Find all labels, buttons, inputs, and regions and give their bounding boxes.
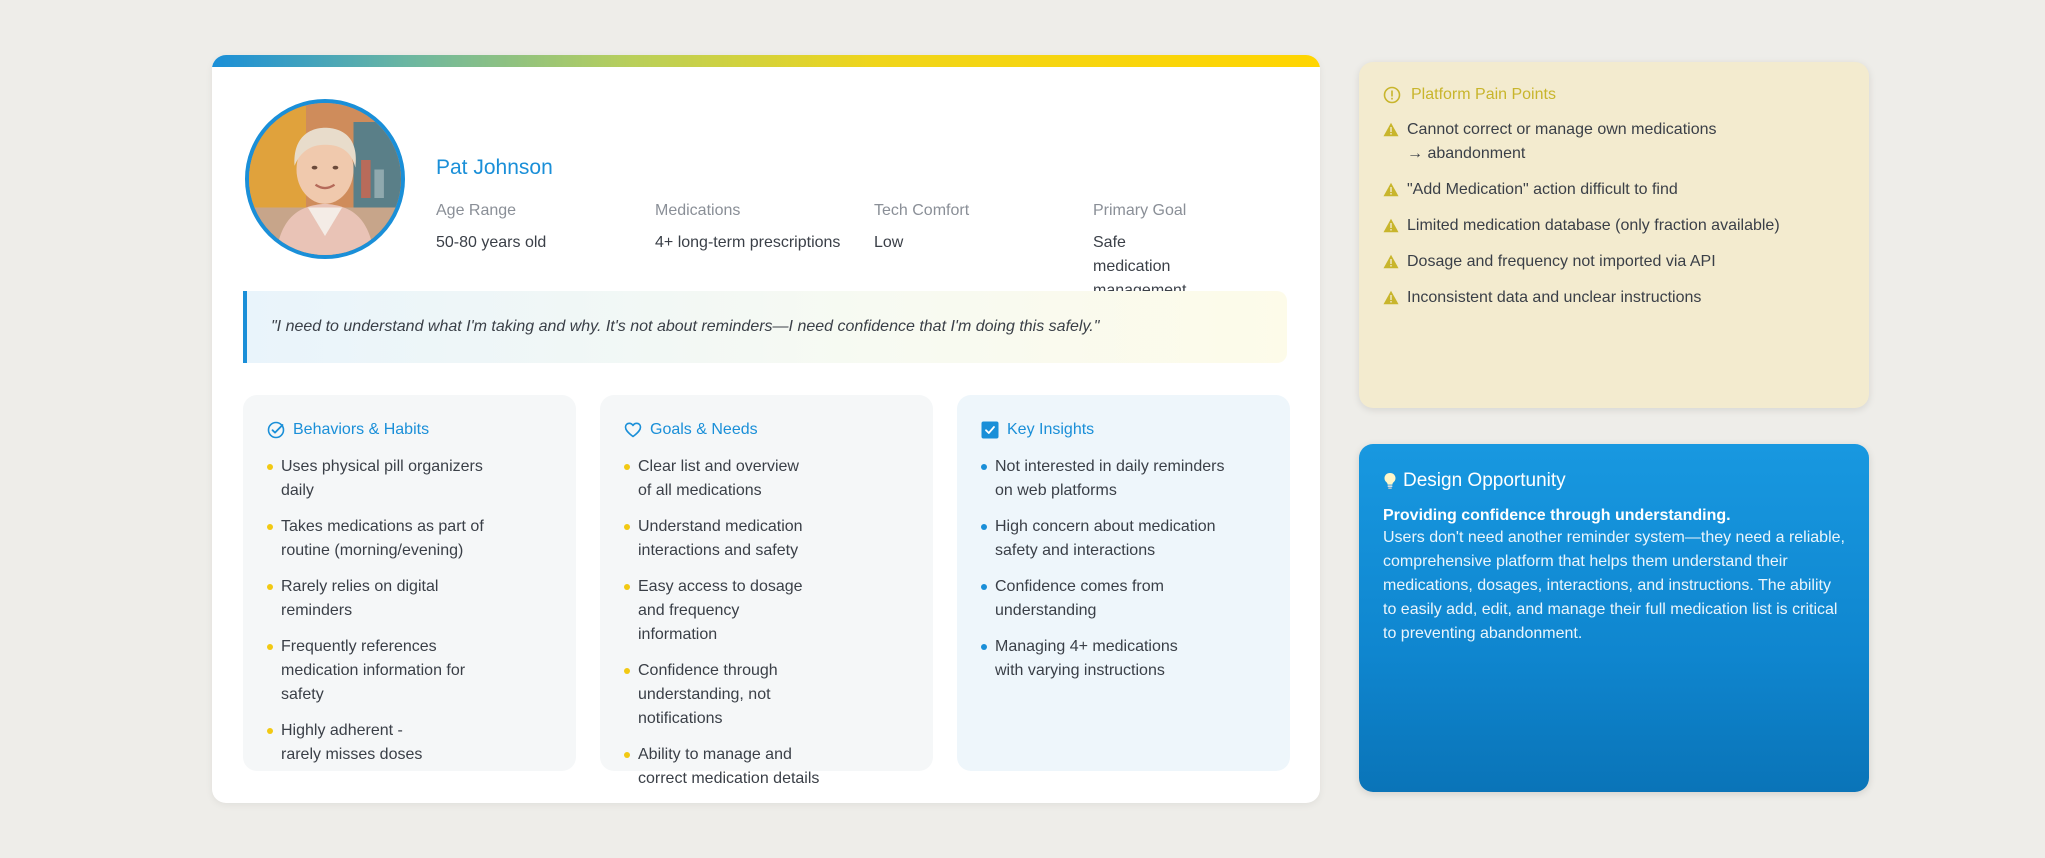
- opportunity-body: Users don't need another reminder system—they need a reliable, comprehensive platform that helps them understand their medications, dosages, interactions, and instructions. The ability to easily add, edit, and manage their full medication list is critical to preventing abandonment.: [1383, 529, 1845, 642]
- warning-icon: [1383, 122, 1399, 137]
- attr-value: 4+ long-term prescriptions: [655, 234, 841, 251]
- warning-icon: [1383, 254, 1399, 269]
- attr-label: Tech Comfort: [874, 202, 970, 219]
- list-item: High concern about medication safety and interactions: [981, 515, 1246, 563]
- pain-points-title: Platform Pain Points: [1411, 86, 1556, 103]
- pain-point-text: Dosage and frequency not imported via API: [1407, 253, 1716, 270]
- pain-point-text: Cannot correct or manage own medications: [1407, 121, 1717, 138]
- pain-point-text: "Add Medication" action difficult to find: [1407, 181, 1678, 198]
- list-item: Rarely relies on digital reminders: [267, 575, 517, 623]
- warning-icon: [1383, 290, 1399, 305]
- list-item: Frequently references medication information for safety: [267, 635, 517, 707]
- list-item: Takes medications as part of routine (morning/evening): [267, 515, 517, 563]
- opportunity-lead: Providing confidence through understanding.: [1383, 507, 1731, 524]
- persona-quote: "I need to understand what I'm taking and why. It's not about reminders—I need confidence that I'm doing this safely.": [243, 291, 1287, 363]
- goals-panel: [600, 395, 933, 787]
- list-item: Uses physical pill organizers daily: [267, 455, 517, 503]
- heart-icon: [624, 421, 642, 439]
- pain-point-item: [1383, 214, 1845, 238]
- attr-label: Primary Goal: [1093, 202, 1187, 219]
- pain-point-sub: → abandonment: [1407, 145, 1526, 162]
- panel-title: Behaviors & Habits: [293, 421, 430, 438]
- check-circle-icon: [267, 421, 285, 439]
- attr-label: Medications: [655, 202, 741, 219]
- persona-name: Pat Johnson: [436, 156, 553, 179]
- lightbulb-icon: [1383, 472, 1397, 490]
- list-item: Easy access to dosage and frequency information: [624, 575, 839, 647]
- list-item: Understand medication interactions and safety: [624, 515, 824, 563]
- checkbox-icon: [981, 421, 999, 439]
- attr-value: Low: [874, 234, 904, 251]
- attr-value: 50-80 years old: [436, 234, 547, 251]
- list-item: Highly adherent - rarely misses doses: [267, 719, 467, 767]
- pain-point-item: [1383, 118, 1845, 166]
- list-item: Clear list and overview of all medications: [624, 455, 824, 503]
- list-item: Confidence comes from understanding: [981, 575, 1201, 623]
- list-item: Not interested in daily reminders on web platforms: [981, 455, 1246, 503]
- panel-title: Key Insights: [1007, 421, 1095, 438]
- panel-title: Goals & Needs: [650, 421, 758, 438]
- warning-icon: [1383, 218, 1399, 233]
- attr-tech-comfort: [874, 201, 1084, 255]
- pain-point-item: [1383, 178, 1845, 202]
- pain-points-card: [1359, 62, 1869, 408]
- pain-point-item: [1383, 250, 1845, 274]
- list-item: Confidence through understanding, not notifications: [624, 659, 874, 731]
- pain-point-text: Limited medication database (only fraction available): [1407, 217, 1780, 234]
- attr-primary-goal: [1093, 201, 1203, 303]
- list-item: Managing 4+ medications with varying instructions: [981, 635, 1211, 683]
- behaviors-panel: [243, 395, 576, 771]
- attr-value: Safe medication: [1093, 234, 1171, 275]
- attr-medications: [655, 201, 865, 255]
- avatar: [245, 99, 405, 259]
- pain-point-item: [1383, 286, 1845, 310]
- persona-card: [212, 55, 1320, 803]
- list-item: Ability to manage and correct medication details: [624, 743, 849, 791]
- design-opportunity-card: [1359, 444, 1869, 792]
- pain-point-text: Inconsistent data and unclear instructions: [1407, 289, 1702, 306]
- insights-panel: [957, 395, 1290, 771]
- attr-age-range: [436, 201, 646, 255]
- attr-label: Age Range: [436, 202, 517, 219]
- gradient-bar: [212, 55, 1320, 67]
- opportunity-title: Design Opportunity: [1403, 470, 1566, 491]
- warning-icon: [1383, 182, 1399, 197]
- alert-circle-icon: [1383, 86, 1401, 104]
